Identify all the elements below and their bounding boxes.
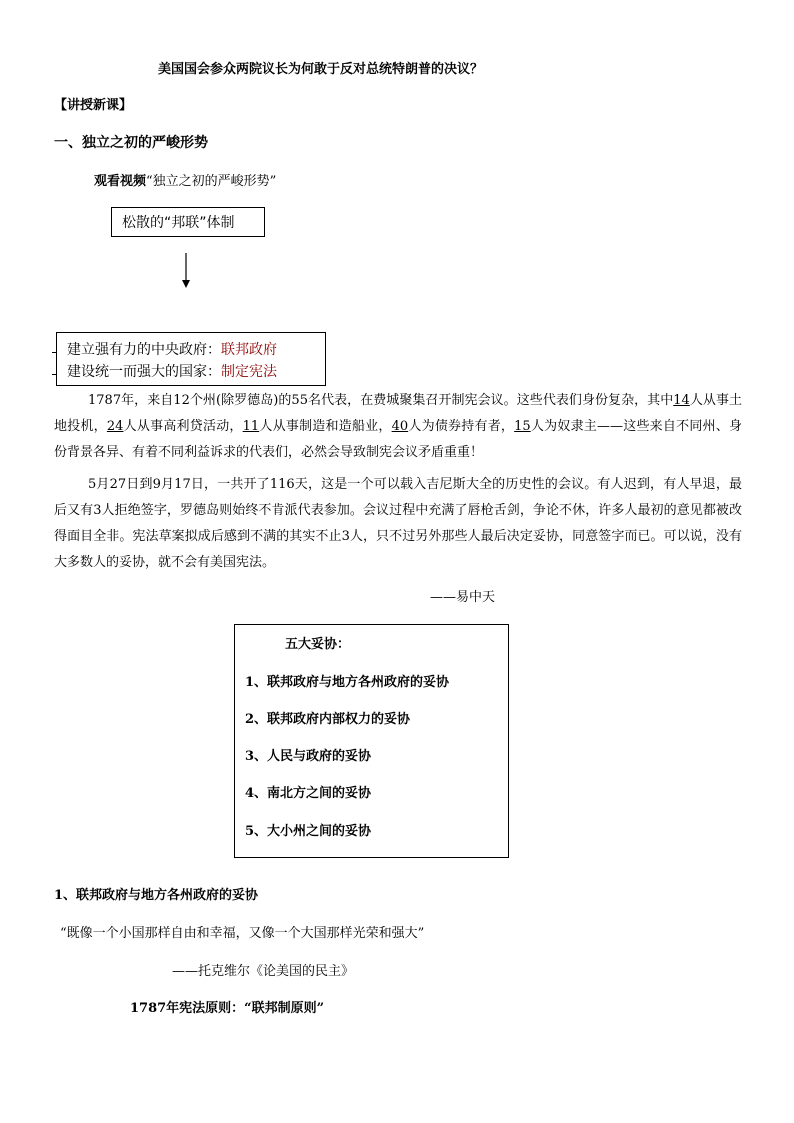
goals-box: [56, 332, 326, 386]
down-arrow-icon: [180, 253, 192, 289]
section-label: 【讲授新课】: [54, 98, 133, 113]
confederation-box: 松散的“邦联”体制: [111, 207, 265, 237]
goal-federal-government: 联邦政府: [221, 342, 277, 358]
page-title: 美国国会参众两院议长为何敢于反对总统特朗普的决议？: [158, 62, 484, 77]
goal-constitution: 制定宪法: [221, 364, 277, 380]
video-title: “独立之初的严峻形势”: [146, 174, 277, 189]
author-yi-zhongtian: ——易中天: [430, 590, 496, 605]
heading-severe-situation: 一、独立之初的严峻形势: [54, 135, 208, 151]
goal-line-2: 建设统一而强大的国家：制定宪法: [67, 364, 277, 380]
compromise-item: 4、南北方之间的妥协: [245, 786, 372, 801]
compromise-item: 5、大小州之间的妥协: [245, 824, 372, 839]
heading-federal-state-compromise: 1、联邦政府与地方各州政府的妥协: [54, 888, 259, 903]
paragraph-convention-delegates: 1787年，来自12个州(除罗德岛)的55名代表，在费城聚集召开制宪会议。这些代表们身份复杂，其中14人从事土地投机，24人从事高利贷活动，11人从事制造和造船业，40人为债券持有者，15人为奴隶主——这些来自不同州、身份背景各异、有着不同利益诉求的代表们，必然会导致制宪会议矛盾重重！: [54, 393, 742, 460]
compromise-item: 2、联邦政府内部权力的妥协: [245, 712, 411, 727]
quote-author: ——托克维尔《论美国的民主》: [172, 964, 355, 979]
five-compromises-box: [234, 624, 509, 858]
compromise-item: 1、联邦政府与地方各州政府的妥协: [245, 675, 450, 690]
constitution-principle: 1787年宪法原则：“联邦制原则”: [130, 1001, 325, 1016]
video-prefix: 观看视频: [94, 174, 147, 189]
compromise-item: 3、人民与政府的妥协: [245, 749, 372, 764]
goal-line-1: 建立强有力的中央政府：联邦政府: [67, 342, 277, 358]
tocqueville-quote: “既像一个小国那样自由和幸福，又像一个大国那样光荣和强大”: [60, 926, 425, 941]
compromises-heading: 五大妥协：: [285, 637, 351, 652]
video-line: [94, 170, 276, 189]
paragraph-convention-process: 5月27日到9月17日，一共开了116天，这是一个可以载入吉尼斯大全的历史性的会议。有人迟到，有人早退，最后又有3人拒绝签字，罗德岛则始终不肯派代表参加。会议过程中充满了唇枪舌剑，争论不休，许多人最初的意见都被改得面目全非。宪法草案拟成后感到不满的其实不止3人，只不过另外那些人最后决定妥协，同意签字而已。可以说，没有大多数人的妥协，就不会有美国宪法。: [54, 477, 742, 570]
